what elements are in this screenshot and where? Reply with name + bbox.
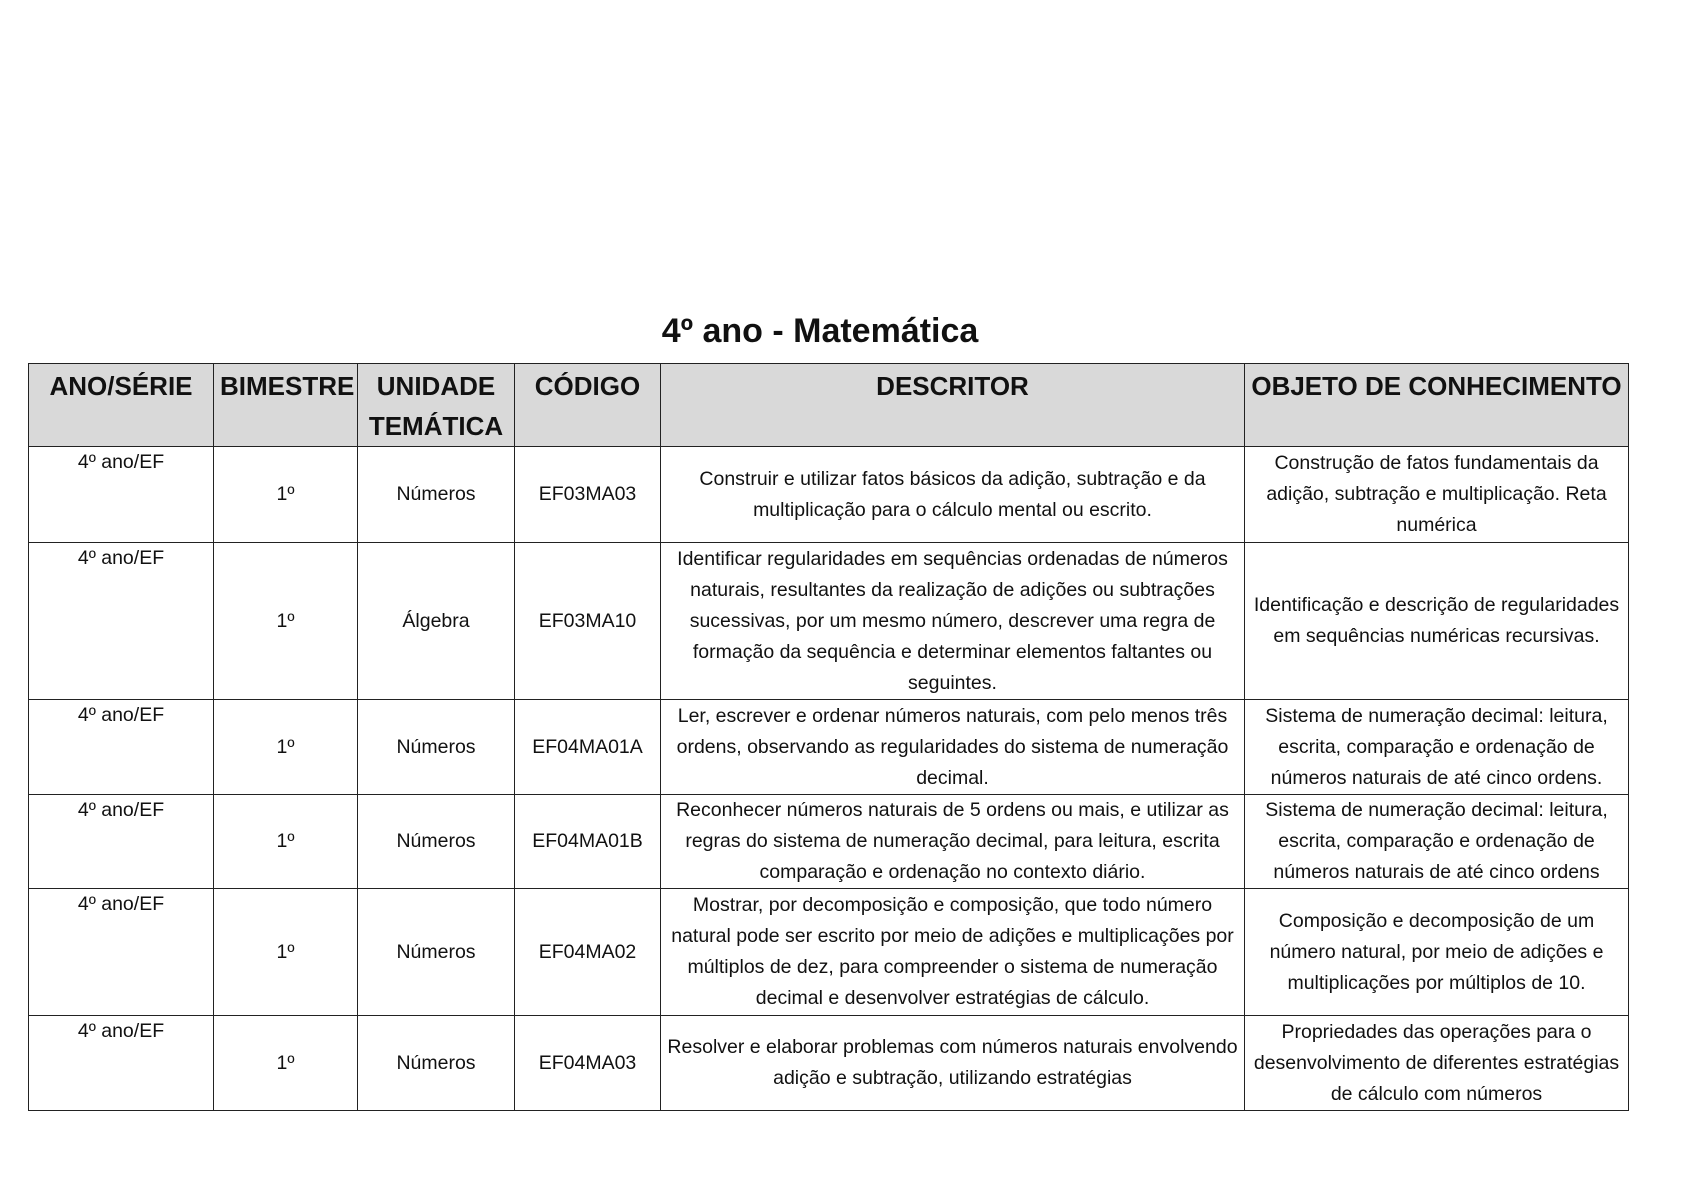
header-objeto-conhecimento: OBJETO DE CONHECIMENTO — [1245, 364, 1629, 447]
table-row — [29, 889, 1629, 1016]
cell-bimestre: 1º — [214, 795, 358, 889]
curriculum-table — [28, 363, 1629, 1111]
cell-ano-serie: 4º ano/EF — [29, 795, 214, 889]
cell-codigo: EF04MA01B — [515, 795, 661, 889]
cell-unidade-tematica: Números — [358, 795, 515, 889]
cell-bimestre: 1º — [214, 447, 358, 543]
page-title: 4º ano - Matemática — [661, 312, 979, 350]
header-bimestre: BIMESTRE — [214, 364, 358, 447]
cell-unidade-tematica: Números — [358, 447, 515, 543]
header-codigo: CÓDIGO — [515, 364, 661, 447]
cell-unidade-tematica: Números — [358, 1016, 515, 1111]
cell-codigo: EF04MA01A — [515, 700, 661, 795]
header-unidade-tematica: UNIDADE TEMÁTICA — [358, 364, 515, 447]
table-row — [29, 795, 1629, 889]
cell-ano-serie: 4º ano/EF — [29, 447, 214, 543]
table-row — [29, 1016, 1629, 1111]
cell-objeto-conhecimento: Identificação e descrição de regularidades em sequências numéricas recursivas. — [1245, 543, 1629, 700]
cell-bimestre: 1º — [214, 543, 358, 700]
cell-objeto-conhecimento: Construção de fatos fundamentais da adição, subtração e multiplicação. Reta numérica — [1245, 447, 1629, 543]
cell-codigo: EF04MA03 — [515, 1016, 661, 1111]
cell-ano-serie: 4º ano/EF — [29, 700, 214, 795]
header-ano-serie: ANO/SÉRIE — [29, 364, 214, 447]
cell-descritor: Mostrar, por decomposição e composição, que todo número natural pode ser escrito por meio de adições e multiplicações por múltiplos de dez, para compreender o sistema de numeração decimal e desenvolver estratégias de cálculo. — [661, 889, 1245, 1016]
cell-codigo: EF03MA03 — [515, 447, 661, 543]
table-row — [29, 543, 1629, 700]
cell-descritor: Ler, escrever e ordenar números naturais, com pelo menos três ordens, observando as regularidades do sistema de numeração decimal. — [661, 700, 1245, 795]
cell-codigo: EF03MA10 — [515, 543, 661, 700]
table-header-row — [29, 364, 1629, 447]
cell-descritor: Construir e utilizar fatos básicos da adição, subtração e da multiplicação para o cálculo mental ou escrito. — [661, 447, 1245, 543]
cell-ano-serie: 4º ano/EF — [29, 1016, 214, 1111]
cell-unidade-tematica: Números — [358, 889, 515, 1016]
table-row — [29, 447, 1629, 543]
cell-bimestre: 1º — [214, 700, 358, 795]
cell-codigo: EF04MA02 — [515, 889, 661, 1016]
cell-objeto-conhecimento: Sistema de numeração decimal: leitura, escrita, comparação e ordenação de números naturais de até cinco ordens. — [1245, 700, 1629, 795]
header-descritor: DESCRITOR — [661, 364, 1245, 447]
cell-objeto-conhecimento: Composição e decomposição de um número natural, por meio de adições e multiplicações por múltiplos de 10. — [1245, 889, 1629, 1016]
cell-ano-serie: 4º ano/EF — [29, 889, 214, 1016]
cell-ano-serie: 4º ano/EF — [29, 543, 214, 700]
table-row — [29, 700, 1629, 795]
cell-unidade-tematica: Números — [358, 700, 515, 795]
cell-bimestre: 1º — [214, 1016, 358, 1111]
cell-descritor: Resolver e elaborar problemas com números naturais envolvendo adição e subtração, utilizando estratégias — [661, 1016, 1245, 1111]
cell-objeto-conhecimento: Sistema de numeração decimal: leitura, escrita, comparação e ordenação de números naturais de até cinco ordens — [1245, 795, 1629, 889]
cell-objeto-conhecimento: Propriedades das operações para o desenvolvimento de diferentes estratégias de cálculo com números — [1245, 1016, 1629, 1111]
cell-descritor: Identificar regularidades em sequências ordenadas de números naturais, resultantes da realização de adições ou subtrações sucessivas, por um mesmo número, descrever uma regra de formação da sequência e determinar elementos faltantes ou seguintes. — [661, 543, 1245, 700]
cell-descritor: Reconhecer números naturais de 5 ordens ou mais, e utilizar as regras do sistema de numeração decimal, para leitura, escrita comparação e ordenação no contexto diário. — [661, 795, 1245, 889]
cell-unidade-tematica: Álgebra — [358, 543, 515, 700]
cell-bimestre: 1º — [214, 889, 358, 1016]
